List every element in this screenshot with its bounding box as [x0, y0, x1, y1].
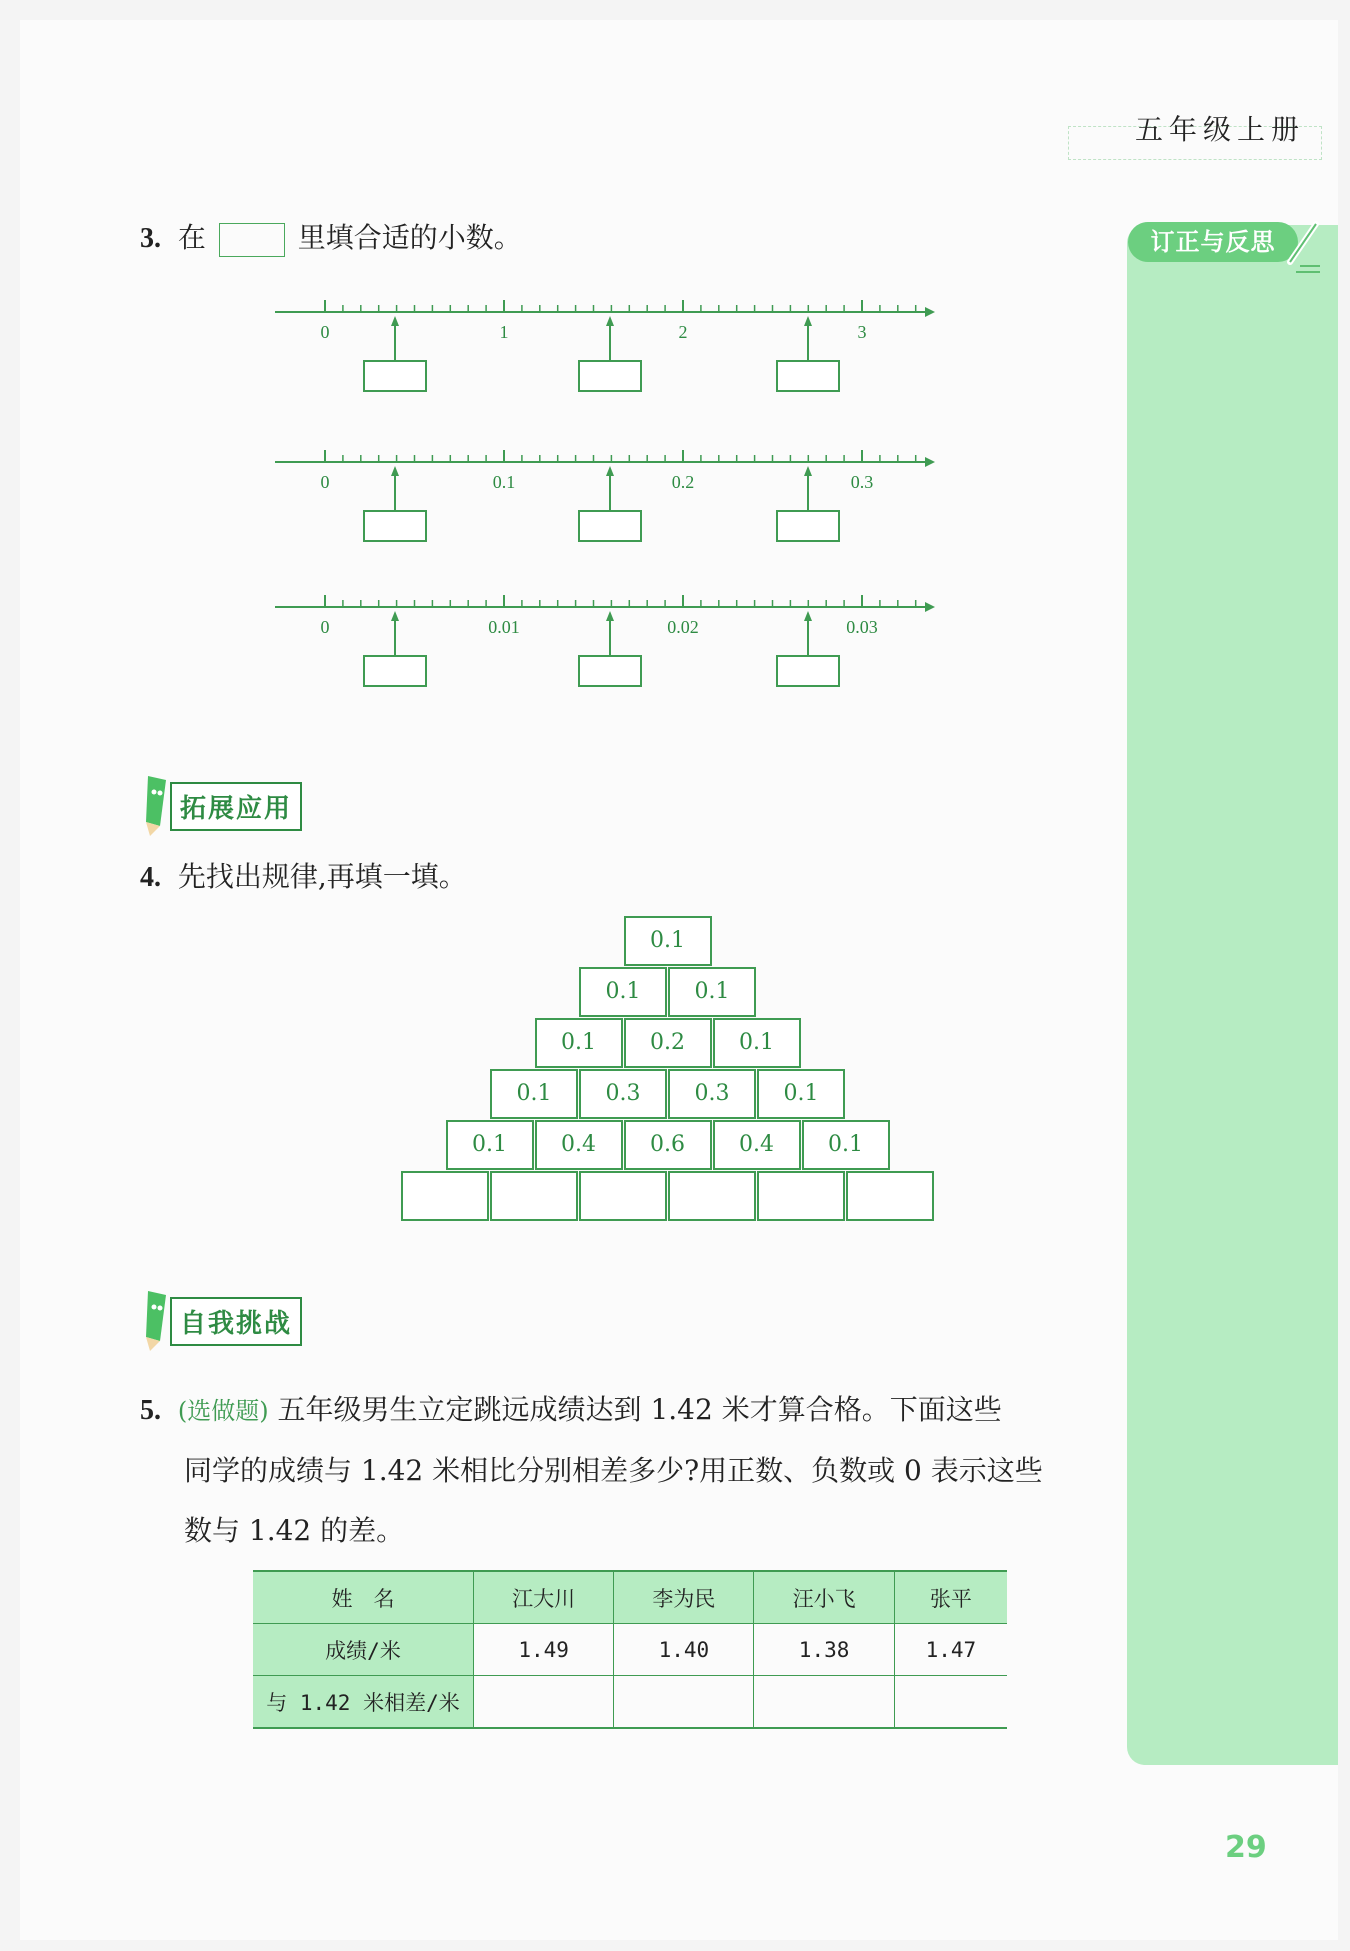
pointer-arrowhead	[804, 316, 812, 326]
answer-box[interactable]	[578, 510, 642, 542]
table-header-row	[253, 1571, 1007, 1624]
answer-box[interactable]	[578, 655, 642, 687]
pyramid-cell: 0.3	[579, 1069, 667, 1119]
question-number: 5.	[140, 1395, 161, 1426]
pyramid-answer-cell[interactable]	[490, 1171, 578, 1221]
pyramid-cell: 0.1	[713, 1018, 801, 1068]
pencil-mascot-icon	[140, 770, 170, 836]
pyramid-cell: 0.1	[490, 1069, 578, 1119]
answer-box[interactable]	[776, 360, 840, 392]
blank-box-example	[219, 223, 285, 257]
table-header-cell: 李为民	[614, 1571, 754, 1624]
pyramid-cell: 0.1	[668, 967, 756, 1017]
pyramid-answer-cell[interactable]	[757, 1171, 845, 1221]
axis-arrow	[925, 307, 935, 317]
table-header-cell: 姓 名	[331, 1586, 395, 1611]
pyramid-answer-cell[interactable]	[401, 1171, 489, 1221]
question-text-after: 里填合适的小数。	[297, 221, 522, 254]
question-text-line-2: 同学的成绩与 1.42 米相比分别相差多少?用正数、负数或 0 表示这些	[184, 1454, 1043, 1487]
tick-label: 1	[499, 322, 509, 342]
pyramid-answer-cell[interactable]	[579, 1171, 667, 1221]
pyramid-answer-cell[interactable]	[846, 1171, 934, 1221]
table-header-cell: 江大川	[474, 1571, 614, 1624]
pointer-arrowhead	[606, 316, 614, 326]
answer-cell[interactable]	[474, 1676, 614, 1729]
pencil-mascot-icon	[140, 1285, 170, 1351]
pointer-arrowhead	[606, 466, 614, 476]
table-cell: 1.40	[614, 1624, 754, 1676]
section-label: 自我挑战	[170, 1297, 302, 1346]
tick-label: 0.3	[850, 472, 874, 492]
tick-label: 0.03	[846, 617, 878, 637]
page-number: 29	[1225, 1830, 1267, 1865]
section-label: 拓展应用	[170, 782, 302, 831]
pointer-arrowhead	[391, 316, 399, 326]
grade-label: 五年级上册	[1135, 113, 1306, 146]
pointer-arrowhead	[804, 466, 812, 476]
tick-label: 0	[320, 472, 330, 492]
sidebar-title: 订正与反思	[1128, 222, 1298, 262]
answer-box[interactable]	[776, 510, 840, 542]
question-5	[140, 1380, 1100, 1561]
pyramid-cell: 0.1	[802, 1120, 890, 1170]
tick-label: 0	[320, 322, 330, 342]
tick-label: 0.1	[492, 472, 516, 492]
tick-label: 0	[320, 617, 330, 637]
axis-arrow	[925, 457, 935, 467]
pyramid-cell: 0.3	[668, 1069, 756, 1119]
question-3	[140, 216, 522, 257]
table-row	[253, 1624, 1007, 1676]
tick-label: 3	[857, 322, 867, 342]
pyramid-cell: 0.1	[579, 967, 667, 1017]
pyramid-answer-cell[interactable]	[668, 1171, 756, 1221]
pointer-arrowhead	[391, 466, 399, 476]
pyramid-cell: 0.1	[757, 1069, 845, 1119]
pointer-arrowhead	[804, 611, 812, 621]
table-row-label: 成绩/米	[253, 1624, 474, 1676]
table-header-cell: 汪小飞	[754, 1571, 894, 1624]
pyramid-cell: 0.6	[624, 1120, 712, 1170]
answer-box[interactable]	[363, 655, 427, 687]
pyramid-cell: 0.1	[624, 916, 712, 966]
pencil-icon	[1280, 218, 1324, 278]
tick-label: 0.02	[667, 617, 699, 637]
table-row	[253, 1676, 1007, 1729]
answer-box[interactable]	[363, 360, 427, 392]
answer-box[interactable]	[776, 655, 840, 687]
pyramid-cell: 0.2	[624, 1018, 712, 1068]
score-table	[253, 1570, 1007, 1729]
table-cell: 1.49	[474, 1624, 614, 1676]
question-line-1	[140, 1380, 1100, 1441]
table-cell: 1.47	[894, 1624, 1007, 1676]
number-line-3	[0, 585, 1350, 665]
pyramid-cell: 0.1	[446, 1120, 534, 1170]
answer-box[interactable]	[363, 510, 427, 542]
number-line-1	[0, 290, 1350, 370]
table-header-cell: 张平	[894, 1571, 1007, 1624]
pyramid-cell: 0.1	[535, 1018, 623, 1068]
question-text-before: 在	[177, 221, 206, 254]
question-text: 先找出规律,再填一填。	[177, 860, 467, 893]
answer-cell[interactable]	[894, 1676, 1007, 1729]
optional-tag: (选做题)	[177, 1397, 269, 1425]
table-cell: 1.38	[754, 1624, 894, 1676]
answer-cell[interactable]	[614, 1676, 754, 1729]
answer-cell[interactable]	[754, 1676, 894, 1729]
number-line-2	[0, 440, 1350, 520]
pointer-arrowhead	[606, 611, 614, 621]
tick-label: 2	[678, 322, 688, 342]
question-text-line-3: 数与 1.42 的差。	[184, 1514, 405, 1547]
pyramid-cell: 0.4	[535, 1120, 623, 1170]
question-number: 3.	[140, 223, 161, 254]
tick-label: 0.01	[488, 617, 520, 637]
pyramid-cell: 0.4	[713, 1120, 801, 1170]
question-number: 4.	[140, 862, 161, 893]
pointer-arrowhead	[391, 611, 399, 621]
tick-label: 0.2	[671, 472, 695, 492]
question-4	[140, 855, 467, 895]
table-row-label: 与 1.42 米相差/米	[253, 1676, 474, 1729]
axis-arrow	[925, 602, 935, 612]
answer-box[interactable]	[578, 360, 642, 392]
question-text-line-1: 五年级男生立定跳远成绩达到 1.42 米才算合格。下面这些	[277, 1393, 1002, 1426]
